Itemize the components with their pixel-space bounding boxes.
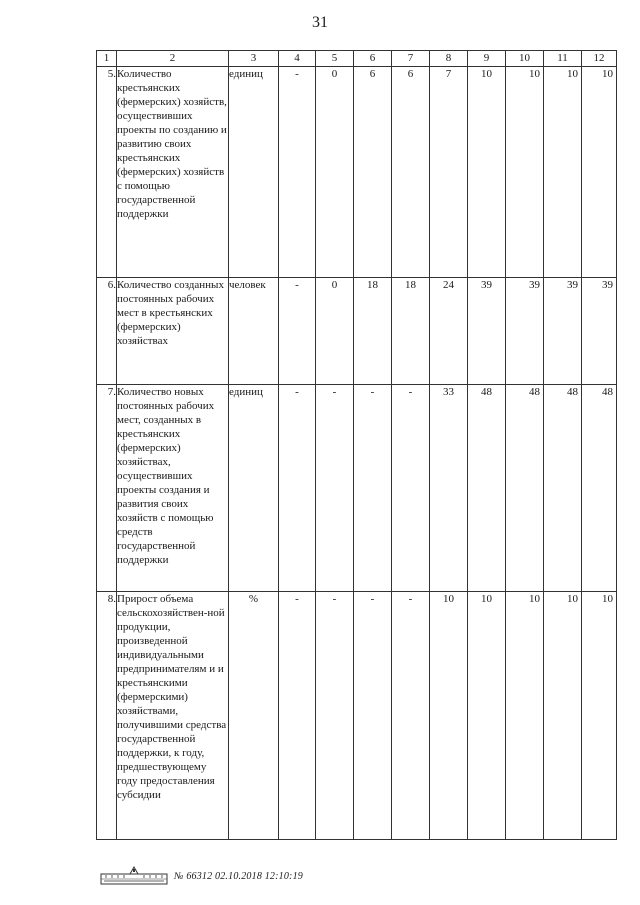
indicator-name: Количество крестьянских (фермерских) хозяйств, осуществивших проекты по созданию и развитию своих крестьянских (фермерских) хозяйств с помощью государственной поддержки [117, 67, 229, 278]
value-cell: - [279, 592, 316, 840]
header-cell: 10 [506, 51, 544, 67]
value-cell: 48 [506, 385, 544, 592]
registry-logo-icon [100, 865, 168, 887]
header-cell: 2 [117, 51, 229, 67]
table-row [97, 592, 617, 840]
header-cell: 1 [97, 51, 117, 67]
value-cell: - [279, 385, 316, 592]
value-cell: 39 [506, 278, 544, 385]
row-number: 7. [97, 385, 117, 592]
value-cell: 10 [544, 592, 582, 840]
value-cell: 10 [544, 67, 582, 278]
value-cell: 10 [468, 592, 506, 840]
value-cell: 6 [354, 67, 392, 278]
value-cell: 33 [430, 385, 468, 592]
header-cell: 6 [354, 51, 392, 67]
header-row [97, 51, 617, 67]
value-cell: 0 [316, 278, 354, 385]
row-number: 5. [97, 67, 117, 278]
value-cell: 48 [582, 385, 617, 592]
value-cell: 10 [506, 67, 544, 278]
unit-cell: человек [229, 278, 279, 385]
value-cell: 10 [506, 592, 544, 840]
value-cell: 0 [316, 67, 354, 278]
header-cell: 4 [279, 51, 316, 67]
indicator-name: Количество созданных постоянных рабочих мест в крестьянских (фермерских) хозяйствах [117, 278, 229, 385]
document-footer [100, 865, 303, 887]
header-cell: 9 [468, 51, 506, 67]
unit-cell: % [229, 592, 279, 840]
value-cell: 6 [392, 67, 430, 278]
header-cell: 8 [430, 51, 468, 67]
value-cell: - [316, 385, 354, 592]
value-cell: 24 [430, 278, 468, 385]
value-cell: - [392, 592, 430, 840]
indicator-name: Прирост объема сельскохозяйствен-ной продукции, произведенной индивидуальными предпринимателям и и крестьянскими (фермерскими) хозяйствами, получившими средства государственной поддержки, к году, предшествующему году предоставления субсидии [117, 592, 229, 840]
value-cell: 10 [468, 67, 506, 278]
value-cell: 18 [392, 278, 430, 385]
header-cell: 3 [229, 51, 279, 67]
value-cell: 7 [430, 67, 468, 278]
header-cell: 5 [316, 51, 354, 67]
value-cell: - [354, 385, 392, 592]
document-registration-stamp: № 66312 02.10.2018 12:10:19 [174, 870, 303, 882]
page-number: 31 [312, 14, 328, 31]
unit-cell: единиц [229, 385, 279, 592]
value-cell: 48 [544, 385, 582, 592]
table-row [97, 67, 617, 278]
value-cell: 18 [354, 278, 392, 385]
header-cell: 12 [582, 51, 617, 67]
unit-cell: единиц [229, 67, 279, 278]
value-cell: - [354, 592, 392, 840]
value-cell: - [279, 278, 316, 385]
value-cell: 39 [544, 278, 582, 385]
value-cell: - [279, 67, 316, 278]
indicators-table [96, 50, 617, 840]
row-number: 6. [97, 278, 117, 385]
value-cell: 48 [468, 385, 506, 592]
value-cell: 10 [582, 67, 617, 278]
row-number: 8. [97, 592, 117, 840]
value-cell: - [392, 385, 430, 592]
value-cell: - [316, 592, 354, 840]
value-cell: 10 [582, 592, 617, 840]
value-cell: 10 [430, 592, 468, 840]
header-cell: 7 [392, 51, 430, 67]
table-row [97, 278, 617, 385]
value-cell: 39 [468, 278, 506, 385]
indicator-name: Количество новых постоянных рабочих мест, созданных в крестьянских (фермерских) хозяйствах, осуществивших проекты создания и развития своих хозяйств с помощью средств государственной поддержки [117, 385, 229, 592]
header-cell: 11 [544, 51, 582, 67]
value-cell: 39 [582, 278, 617, 385]
table-row [97, 385, 617, 592]
